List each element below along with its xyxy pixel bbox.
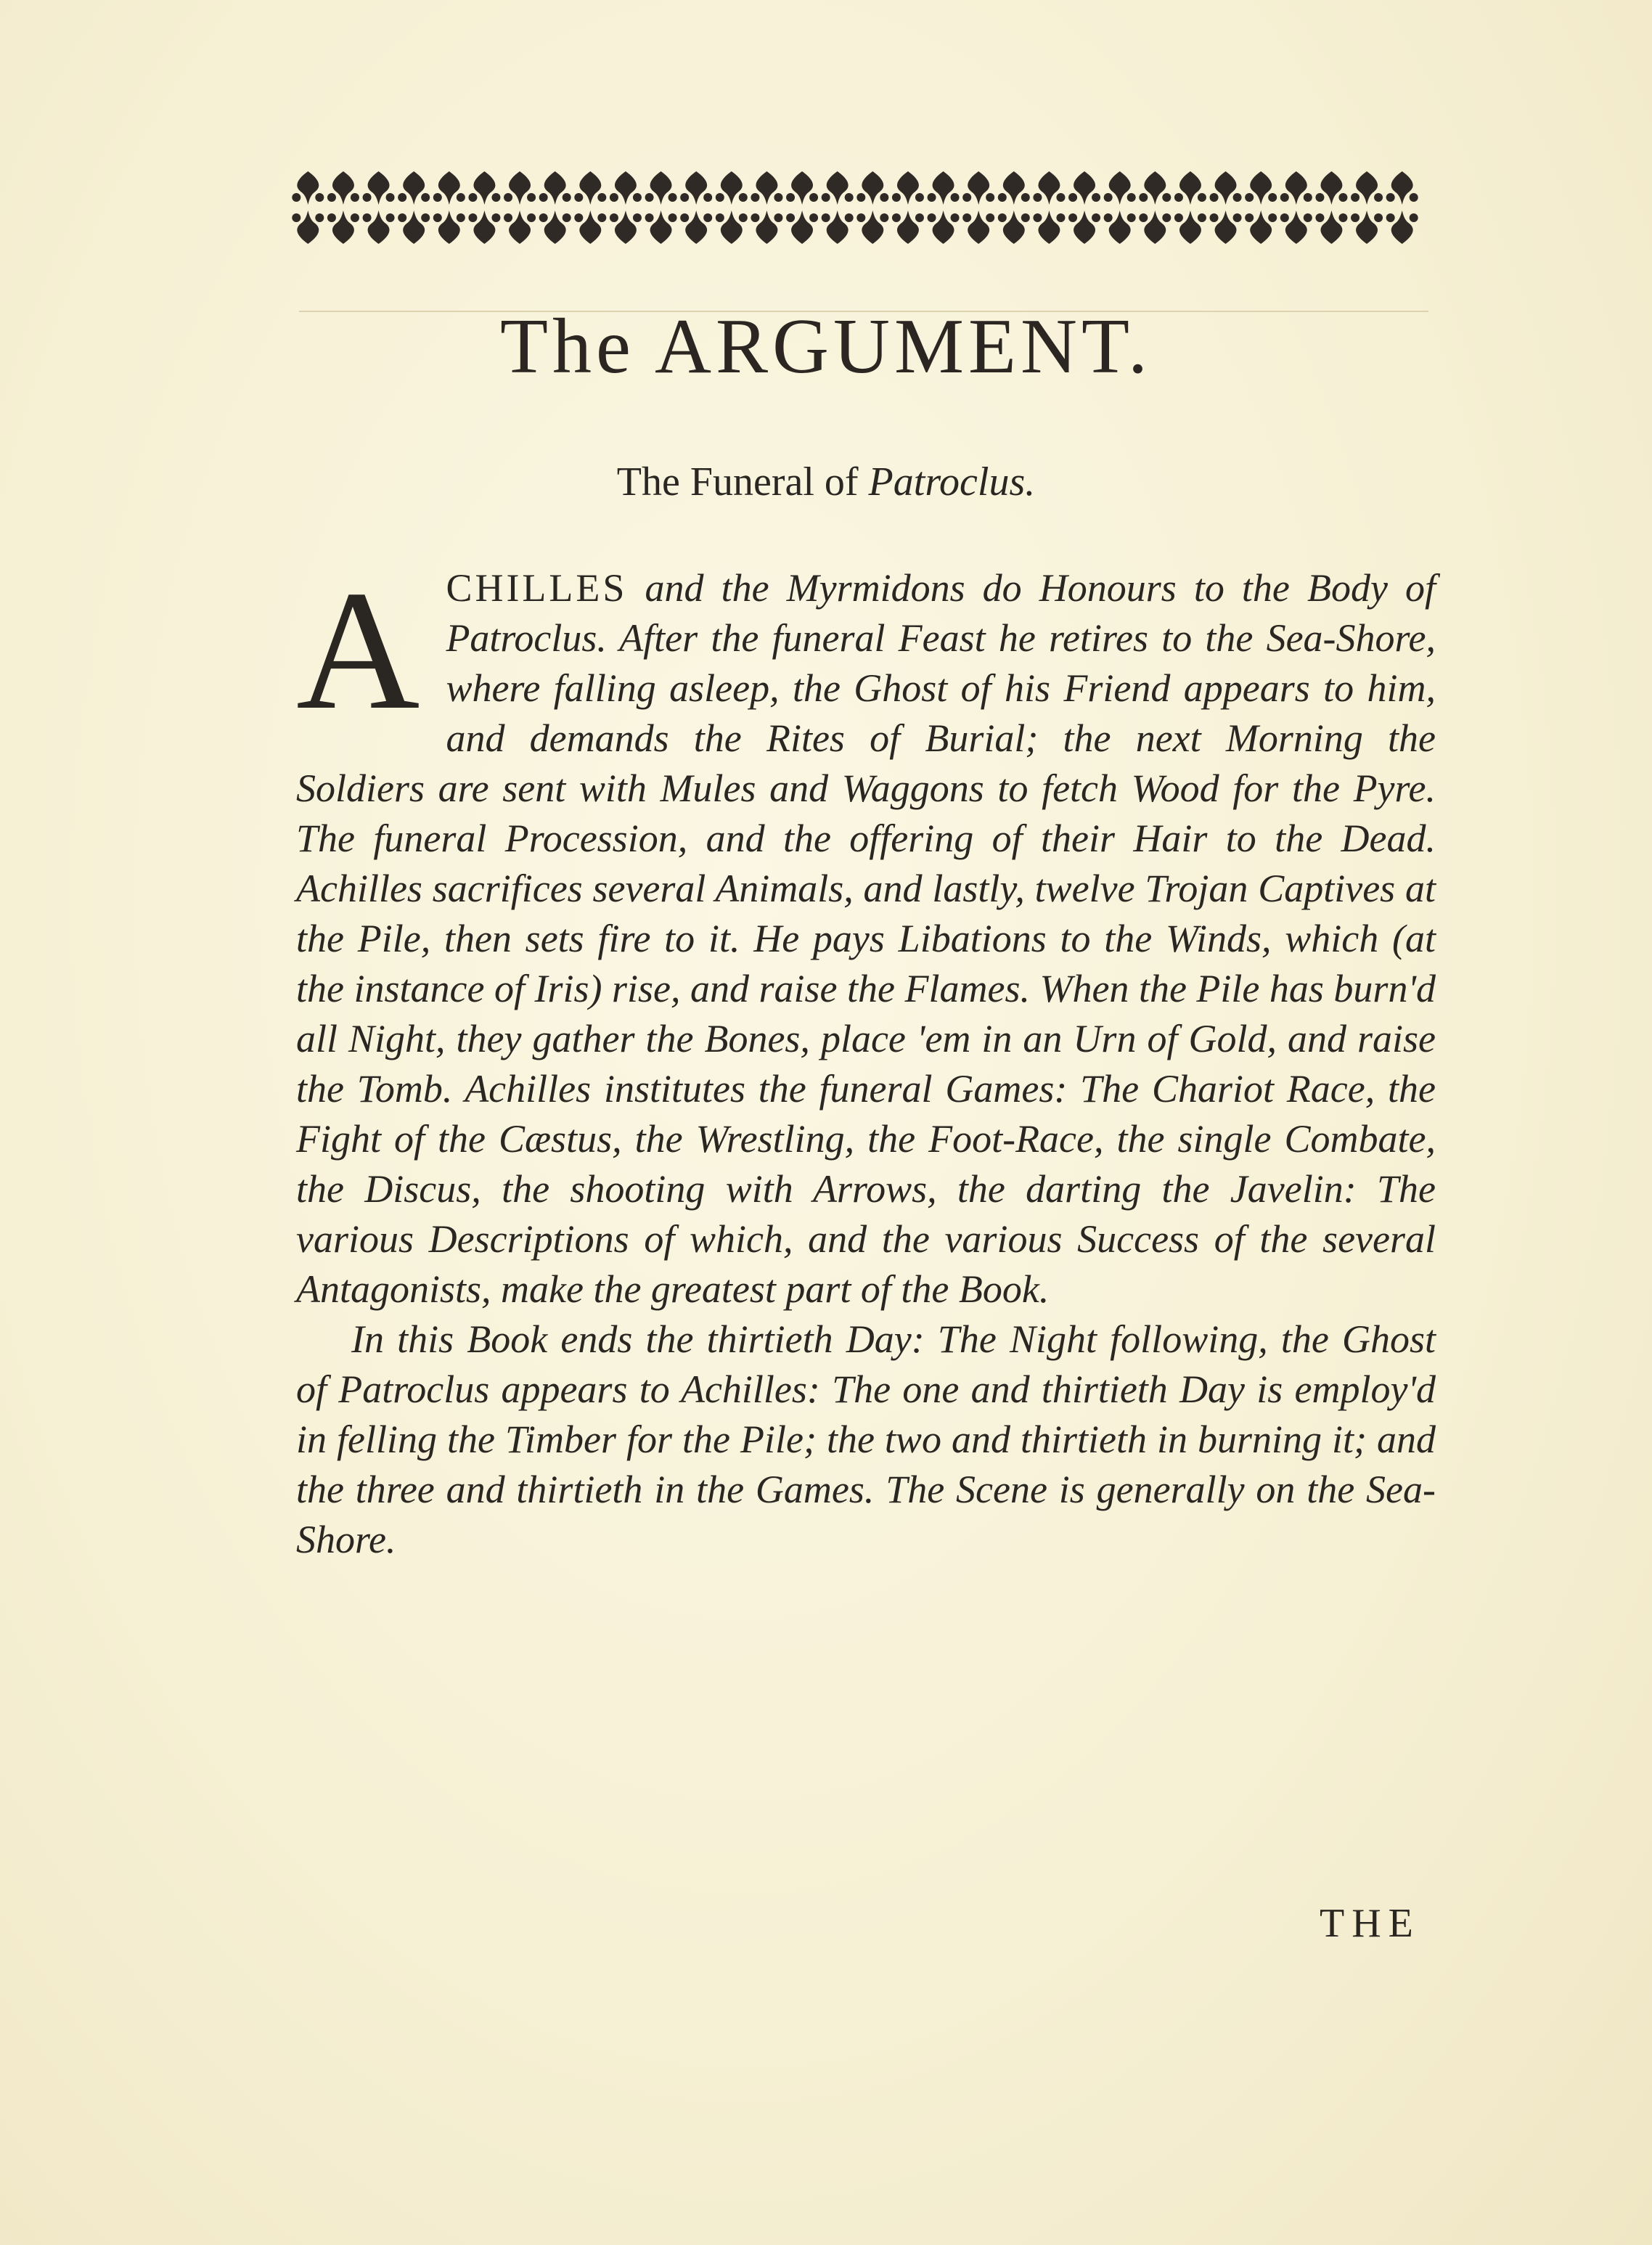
- paragraph-2: In this Book ends the thirtieth Day: The Night following, the Ghost of Patroclus appears to Achilles: The one and thirtieth Day is employ'd in felling the Timber for the Pile; the two and thirtieth in burning it; and the three and thirtieth in the Games. The Scene is generally on the Sea-Shore.: [296, 1317, 1436, 1561]
- argument-text: [296, 556, 1436, 1604]
- subtitle-prefix: The Funeral of: [616, 459, 869, 504]
- subtitle-name: Patroclus.: [868, 459, 1036, 504]
- page-title: The ARGUMENT.: [500, 303, 1152, 390]
- paragraph-1: [296, 556, 1436, 1314]
- drop-cap: A: [296, 556, 420, 745]
- page-subtitle: [0, 456, 1652, 509]
- catchword: THE: [1320, 1901, 1420, 1946]
- lead-word: CHILLES: [446, 566, 628, 610]
- fleuron-ornament-band: [290, 168, 1420, 247]
- paragraph-1-text: and the Myrmidons do Honours to the Body of Patroclus. After the funeral Feast he retires to the Sea-Shore, where falling asleep, the Ghost of his Friend appears to him, and demands the Rites of Burial; the next Morning the Soldiers are sent with Mules and Waggons to fetch Wood for the Pyre. The funeral Procession, and the offering of their Hair to the Dead. Achilles sacrifices several Animals, and lastly, twelve Trojan Captives at the Pile, then sets fire to it. He pays Libations to the Winds, which (at the instance of Iris) rise, and raise the Flames. When the Pile has burn'd all Night, they gather the Bones, place 'em in an Urn of Gold, and raise the Tomb. Achilles institutes the funeral Games: The Chariot Race, the Fight of the Cæstus, the Wrestling, the Foot-Race, the single Combate, the Discus, the shooting with Arrows, the darting the Javelin: The various Descriptions of which, and the various Success of the several Antagonists, make the greatest part of the Book.: [296, 566, 1436, 1311]
